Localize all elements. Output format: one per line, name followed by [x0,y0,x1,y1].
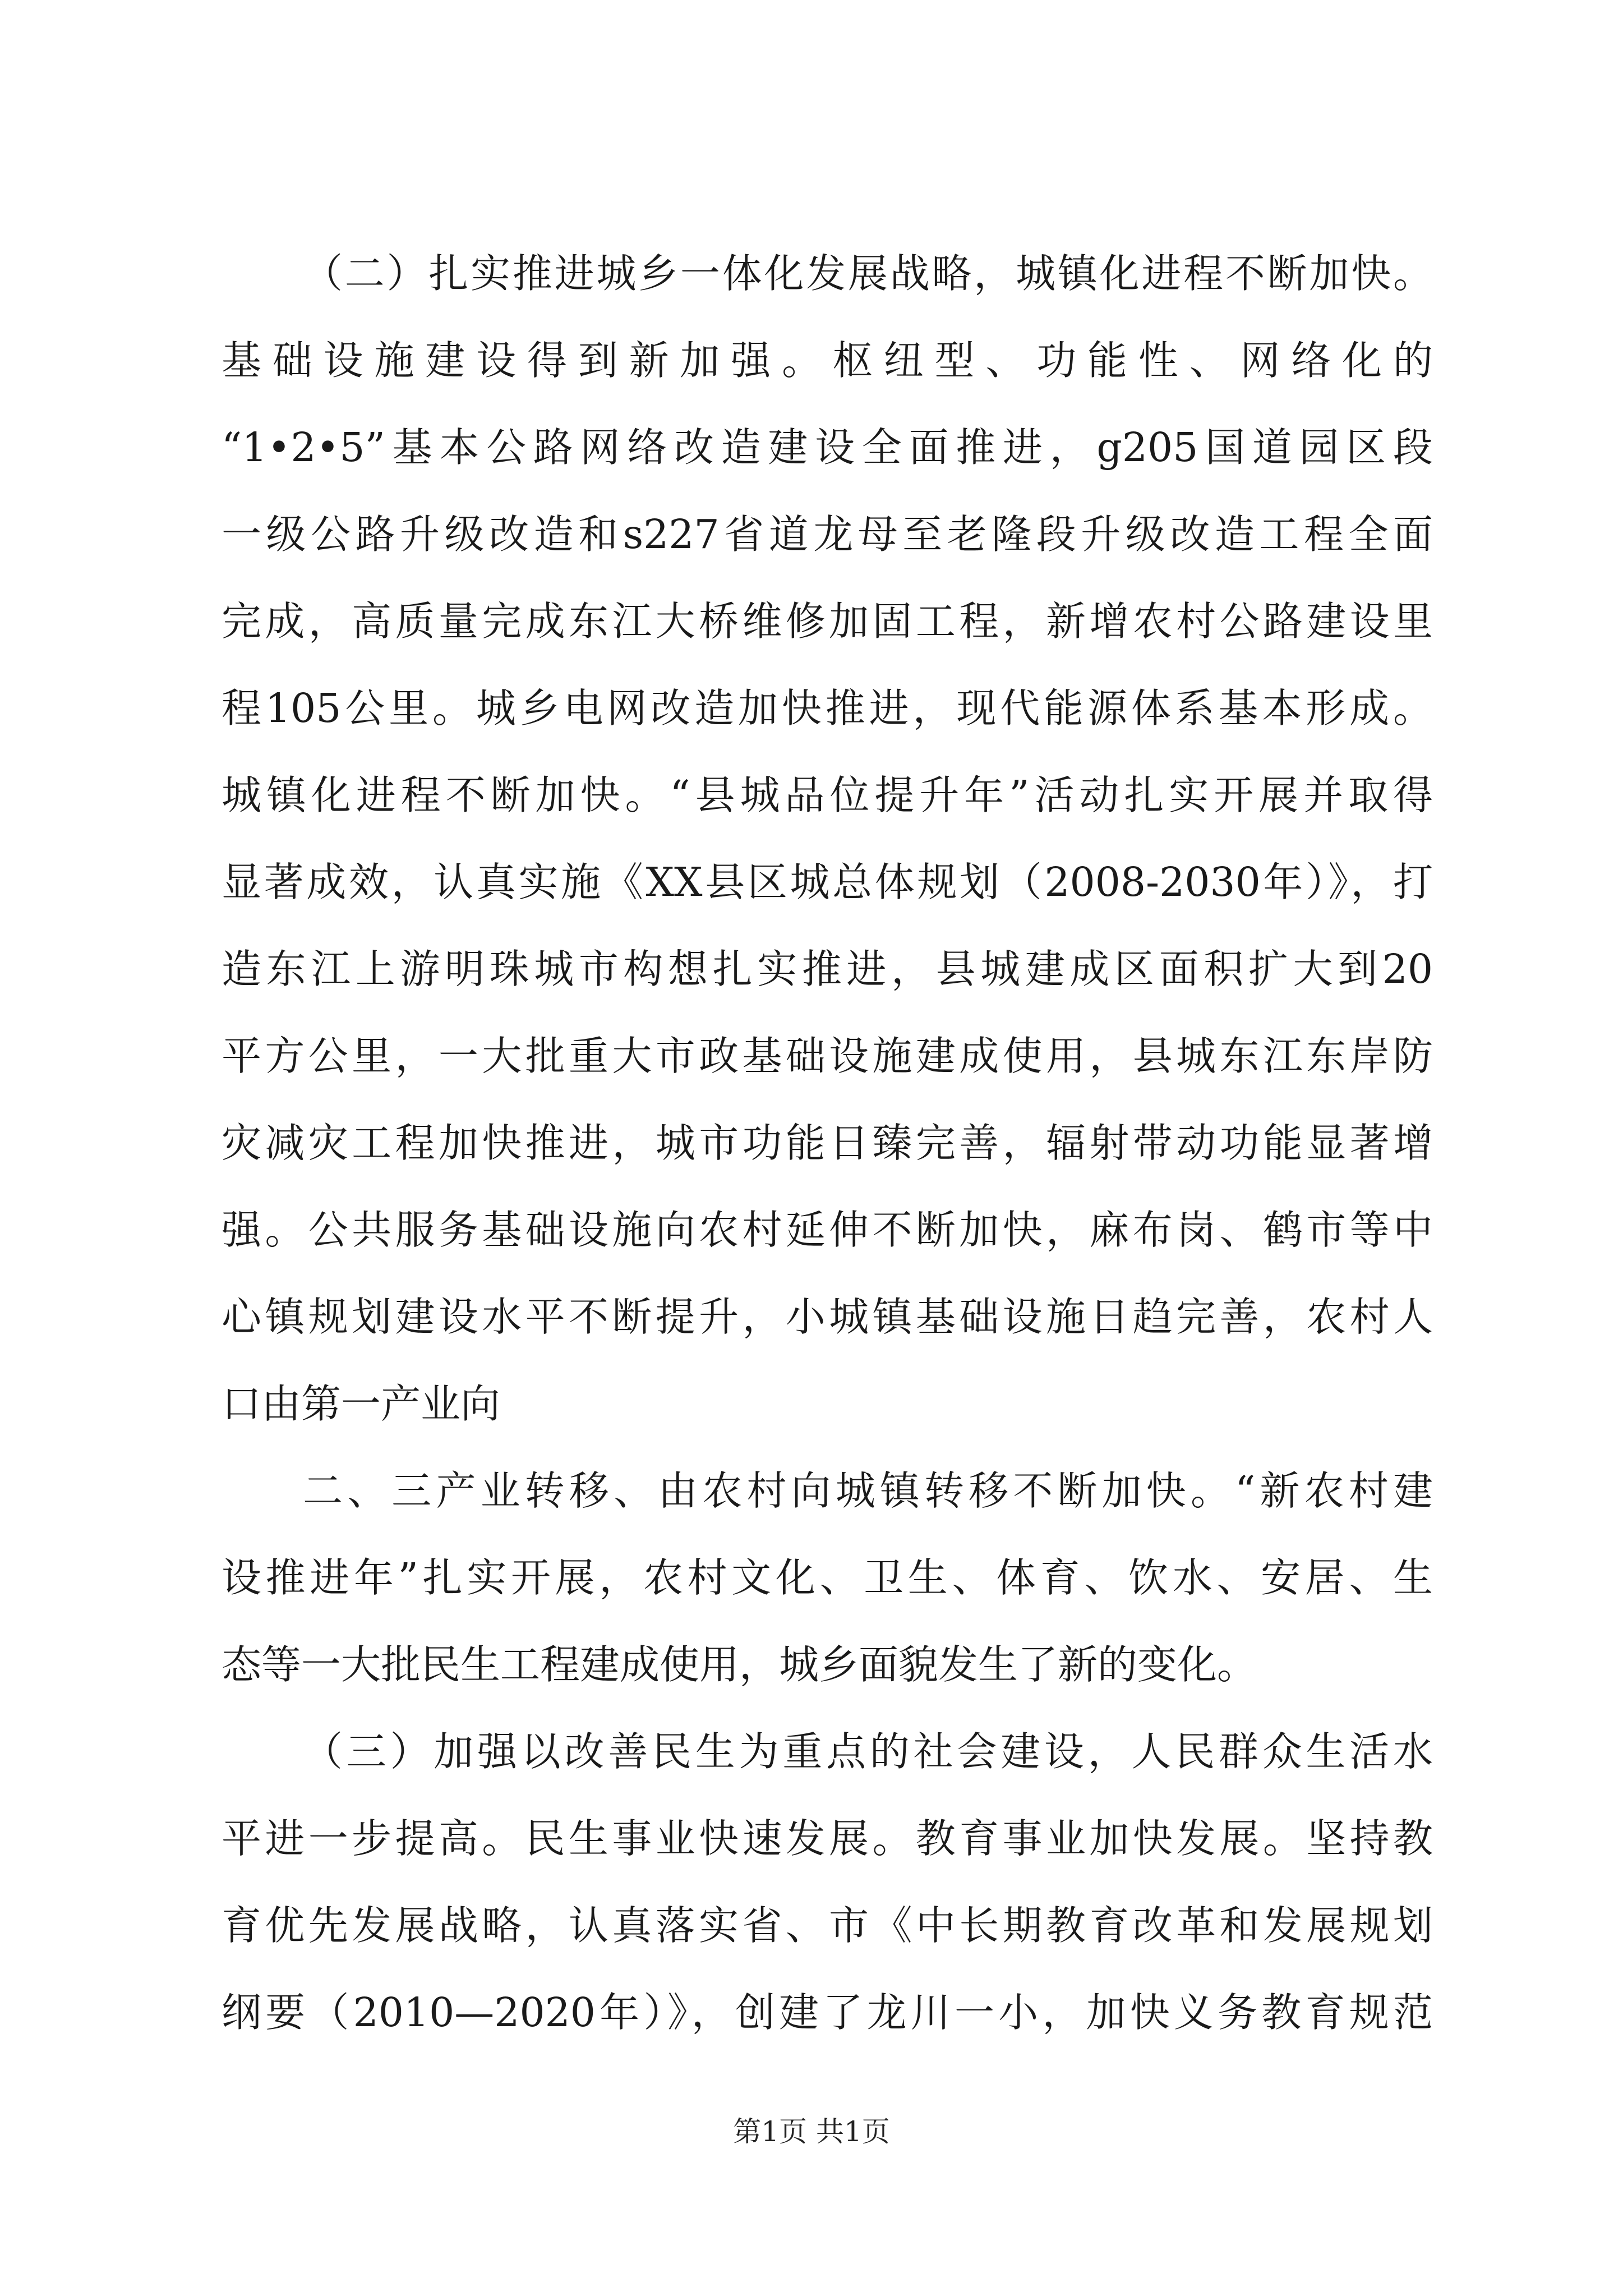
text-line: 基础设施建设得到新加强。枢纽型、功能性、网络化的 [222,337,1433,384]
text-line: 城镇化进程不断加快。“县城品位提升年”活动扎实开展并取得 [222,772,1433,818]
text-line: 育优先发展战略，认真落实省、市《中长期教育改革和发展规划 [222,1902,1433,1949]
text-line: 口由第一产业向 [222,1381,501,1427]
text-line: 设推进年”扎实开展，农村文化、卫生、体育、饮水、安居、生 [222,1554,1433,1601]
text-line: 纲要（2010—2020年）》，创建了龙川一小，加快义务教育规范 [222,1989,1433,2036]
text-line: 二、三产业转移、由农村向城镇转移不断加快。“新农村建 [303,1467,1433,1514]
text-line: 强。公共服务基础设施向农村延伸不断加快，麻布岗、鹤市等中 [222,1207,1433,1253]
text-line: 一级公路升级改造和s227省道龙母至老隆段升级改造工程全面 [222,511,1433,558]
text-line: “1•2•5”基本公路网络改造建设全面推进，g205国道园区段 [222,424,1433,471]
text-line: 平方公里，一大批重大市政基础设施建成使用，县城东江东岸防 [222,1033,1433,1079]
text-line: 心镇规划建设水平不断提升，小城镇基础设施日趋完善，农村人 [222,1294,1433,1340]
text-line: （二）扎实推进城乡一体化发展战略，城镇化进程不断加快。 [303,250,1433,297]
text-line: 程105公里。城乡电网改造加快推进，现代能源体系基本形成。 [222,685,1433,731]
text-line: 造东江上游明珠城市构想扎实推进，县城建成区面积扩大到20 [222,946,1433,992]
text-line: （三）加强以改善民生为重点的社会建设，人民群众生活水 [303,1728,1433,1775]
text-line: 灾减灾工程加快推进，城市功能日臻完善，辐射带动功能显著增 [222,1120,1433,1166]
text-line: 完成，高质量完成东江大桥维修加固工程，新增农村公路建设里 [222,598,1433,645]
page-footer: 第1页 共1页 [733,2115,890,2148]
text-line: 态等一大批民生工程建成使用，城乡面貌发生了新的变化。 [222,1641,1257,1688]
text-line: 平进一步提高。民生事业快速发展。教育事业加快发展。坚持教 [222,1815,1433,1862]
text-line: 显著成效，认真实施《XX县区城总体规划（2008-2030年）》，打 [222,859,1433,905]
